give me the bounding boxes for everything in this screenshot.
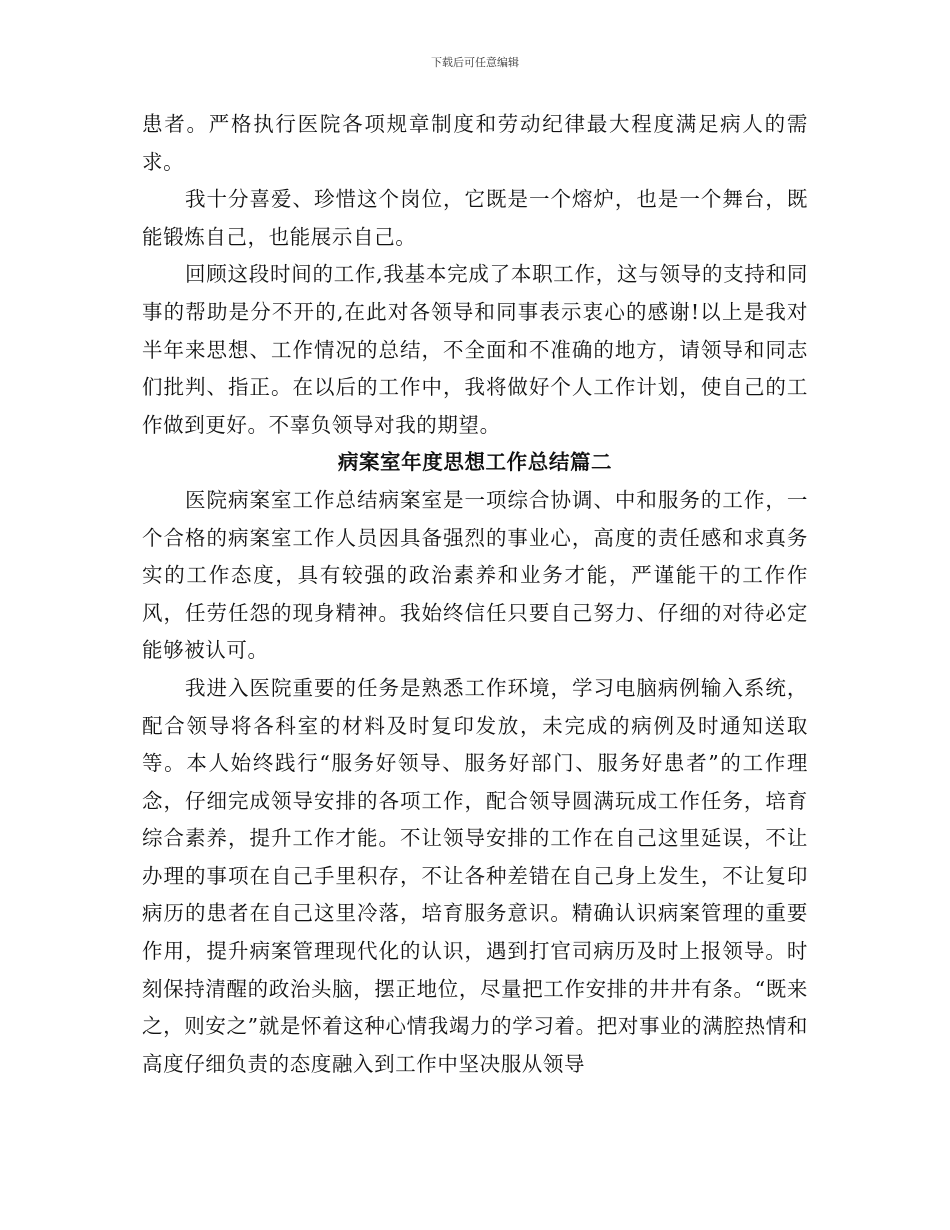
paragraph-continuation: 患者。严格执行医院各项规章制度和劳动纪律最大程度满足病人的需求。 <box>142 112 808 174</box>
paragraph-position: 我十分喜爱、珍惜这个岗位，它既是一个熔炉，也是一个舞台，既能锻炼自己，也能展示自己。 <box>142 187 808 249</box>
section-title: 病案室年度思想工作总结篇二 <box>337 450 613 475</box>
document-body <box>142 106 808 1083</box>
page-header-note: 下载后可任意编辑 <box>431 56 519 69</box>
paragraph-intro: 医院病案室工作总结病案室是一项综合协调、中和服务的工作，一个合格的病案室工作人员因具备强烈的事业心，高度的责任感和求真务实的工作态度，具有较强的政治素养和业务才能，严谨能干的工作作风，任劳任怨的现身精神。我始终信任只要自己努力、仔细的对待必定能够被认可。 <box>142 487 808 663</box>
paragraph-work: 我进入医院重要的任务是熟悉工作环境，学习电脑病例输入系统，配合领导将各科室的材料及时复印发放，未完成的病例及时通知送取等。本人始终践行“服务好领导、服务好部门、服务好患者”的工作理念，仔细完成领导安排的各项工作，配合领导圆满玩成工作任务，培育综合素养，提升工作才能。不让领导安排的工作在自己这里延误，不让办理的事项在自己手里积存，不让各种差错在自己身上发生，不让复印病历的患者在自己这里冷落，培育服务意识。精确认识病案管理的重要作用，提升病案管理现代化的认识，遇到打官司病历及时上报领导。时刻保持清醒的政治头脑，摆正地位，尽量把工作安排的井井有条。“既来之，则安之”就是怀着这种心情我竭力的学习着。把对事业的满腔热情和高度仔细负责的态度融入到工作中坚决服从领导 <box>142 675 808 1076</box>
paragraph-review: 回顾这段时间的工作,我基本完成了本职工作，这与领导的支持和同事的帮助是分不开的,在此对各领导和同事表示衷心的感谢!以上是我对半年来思想、工作情况的总结，不全面和不准确的地方，请领导和同志们批判、指正。在以后的工作中，我将做好个人工作计划，使自己的工作做到更好。不辜负领导对我的期望。 <box>142 262 808 437</box>
